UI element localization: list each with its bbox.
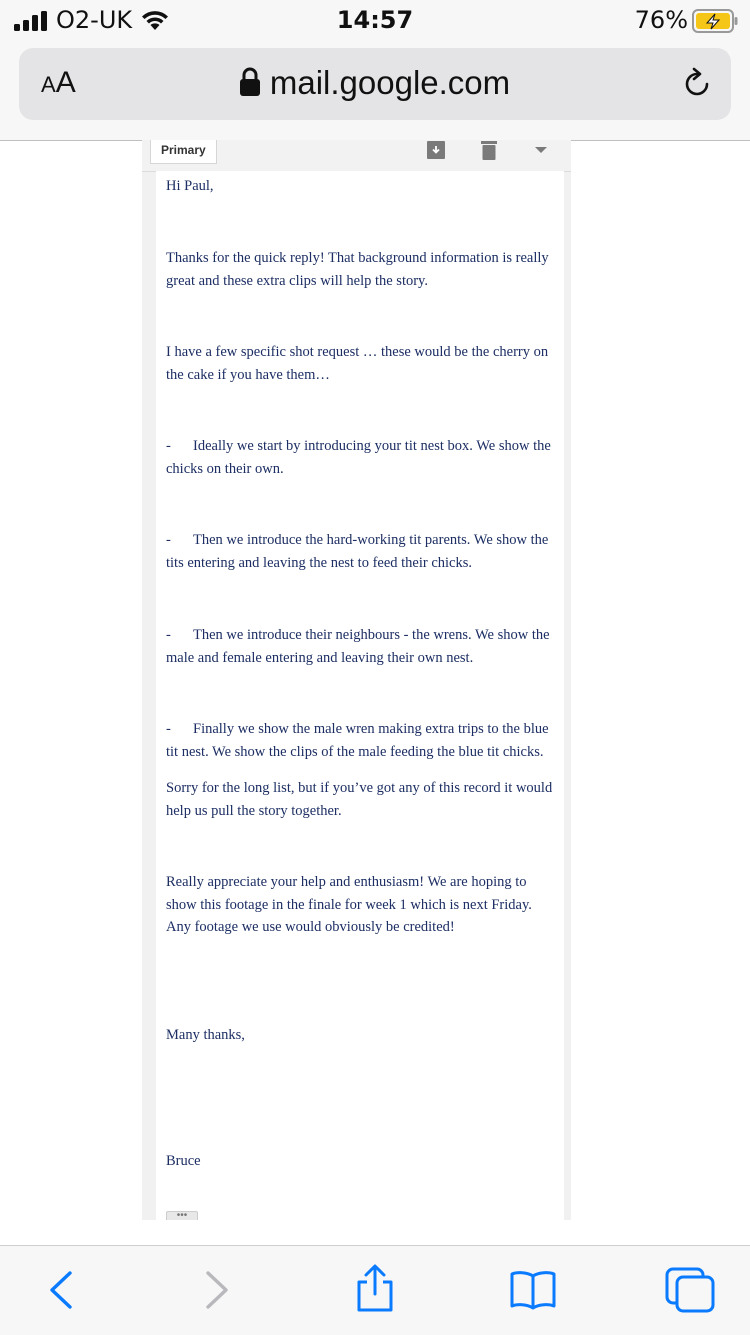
list-item-text: Then we introduce their neighbours - the wrens. We show the male and female entering and leaving their own nest. [166, 627, 550, 666]
reload-icon[interactable] [679, 66, 715, 102]
text-size-button[interactable]: AA [41, 66, 76, 99]
battery-percent: 76% [634, 6, 688, 34]
bullet-marker: - [166, 438, 171, 454]
share-icon[interactable] [354, 1264, 396, 1314]
list-item [166, 529, 558, 574]
battery-icon [692, 9, 738, 33]
browser-toolbar [0, 42, 750, 141]
more-icon[interactable] [534, 146, 548, 154]
message-body [156, 171, 564, 1220]
mail-toolbar [142, 140, 571, 172]
paragraph: I have a few specific shot request … these would be the cherry on the cake if you have them… [166, 344, 549, 383]
bullet-marker: - [166, 721, 171, 737]
paragraph: Sorry for the long list, but if you’ve got any of this record it would help us pull the story together. [166, 780, 553, 819]
bullet-marker: - [166, 532, 171, 548]
list-item-text: Finally we show the male wren making extra trips to the blue tit nest. We show the clips of the male feeding the blue tit chicks. [166, 721, 549, 760]
forward-icon[interactable] [202, 1270, 232, 1310]
archive-icon[interactable] [427, 141, 445, 159]
signature: Bruce [166, 1153, 201, 1169]
list-item [166, 718, 558, 763]
tabs-icon[interactable] [664, 1266, 716, 1314]
list-item-text: Then we introduce the hard-working tit parents. We show the tits entering and leaving the nest to feed their chicks. [166, 532, 549, 571]
status-bar [0, 0, 750, 42]
back-icon[interactable] [46, 1270, 76, 1310]
list-item [166, 624, 558, 669]
paragraph: Really appreciate your help and enthusiasm! We are hoping to show this footage in the finale for week 1 which is next Friday. Any footage we use would obviously be credited! [166, 874, 532, 935]
carrier-name: O2-UK [56, 6, 133, 34]
signoff: Many thanks, [166, 1027, 245, 1043]
show-trimmed-content-button[interactable]: ••• [166, 1211, 198, 1220]
bullet-marker: - [166, 627, 171, 643]
tab-primary[interactable]: Primary [150, 140, 217, 164]
url-field[interactable] [19, 64, 731, 102]
web-page [142, 140, 571, 1220]
paragraph: Thanks for the quick reply! That background information is really great and these extra clips will help the story. [166, 250, 549, 289]
greeting: Hi Paul, [166, 178, 214, 194]
bottom-toolbar [0, 1245, 750, 1335]
trash-icon[interactable] [481, 140, 497, 160]
lock-icon [240, 67, 260, 97]
clock: 14:57 [336, 6, 414, 34]
bookmarks-icon[interactable] [509, 1270, 557, 1310]
list-item [166, 435, 558, 480]
list-item-text: Ideally we start by introducing your tit nest box. We show the chicks on their own. [166, 438, 551, 477]
url-text: mail.google.com [269, 64, 511, 101]
address-bar[interactable] [19, 48, 731, 120]
